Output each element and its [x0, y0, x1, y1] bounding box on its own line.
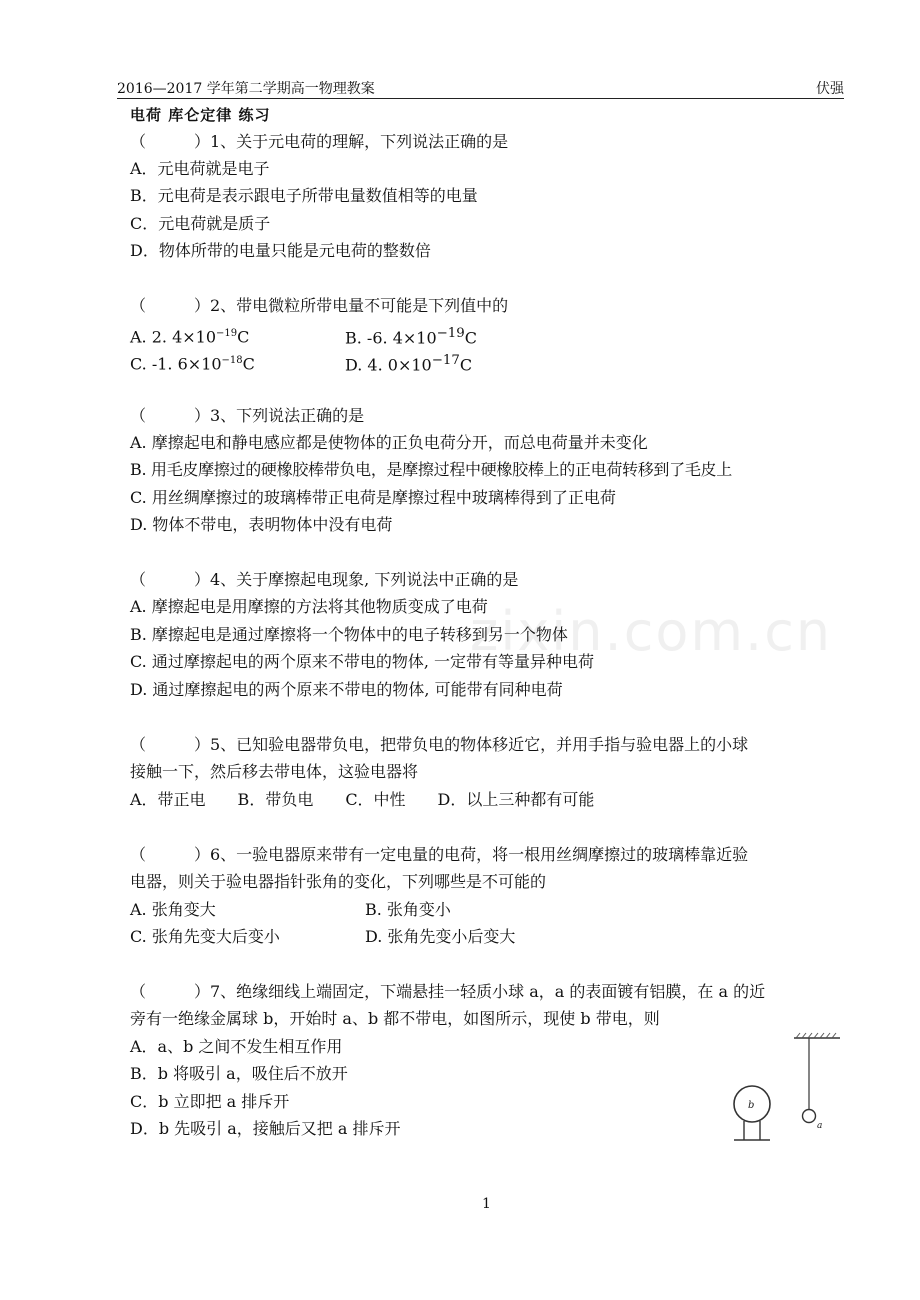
q4-option-c: C. 通过摩擦起电的两个原来不带电的物体, 一定带有等量异种电荷 — [130, 652, 595, 671]
q4-option-d: D. 通过摩擦起电的两个原来不带电的物体, 可能带有同种电荷 — [130, 680, 563, 699]
q6-option-c: C. 张角先变大后变小 — [130, 927, 280, 946]
q5-stem-line1: （ ）5、已知验电器带负电，把带负电的物体移近它，并用手指与验电器上的小球 — [130, 735, 749, 754]
page-number: 1 — [482, 1196, 491, 1212]
page-title: 电荷 库仑定律 练习 — [130, 106, 271, 124]
q7-option-a: A．a、b 之间不发生相互作用 — [130, 1037, 343, 1056]
q1-option-c: C．元电荷就是质子 — [130, 214, 271, 233]
q2-option-a: A. 2. $4\times 10^{-19}C$ — [130, 327, 250, 347]
q3-option-c: C. 用丝绸摩擦过的玻璃棒带正电荷是摩擦过程中玻璃棒得到了正电荷 — [130, 488, 616, 507]
q7-stem-line2: 旁有一绝缘金属球 b，开始时 a、b 都不带电，如图所示，现使 b 带电，则 — [130, 1009, 660, 1028]
label-a: a — [817, 1121, 823, 1131]
q5-options: A．带正电 B．带负电 C．中性 D．以上三种都有可能 — [130, 790, 595, 809]
q1-stem: （ ）1、关于元电荷的理解，下列说法正确的是 — [130, 132, 509, 151]
header-left: 2016—2017 学年第二学期高一物理教案 — [117, 81, 375, 97]
q2-option-b: B. -6. $4\times 10^{-19}C$ — [345, 326, 478, 348]
q7-stem-line1: （ ）7、绝缘细线上端固定，下端悬挂一轻质小球 a，a 的表面镀有铝膜，在 a 的近 — [130, 982, 766, 1001]
q1-option-b: B．元电荷是表示跟电子所带电量数值相等的电量 — [130, 186, 478, 205]
q3-option-a: A. 摩擦起电和静电感应都是使物体的正负电荷分开，而总电荷量并未变化 — [130, 433, 648, 452]
q6-option-d: D. 张角先变小后变大 — [365, 927, 516, 946]
q6-option-a: A. 张角变大 — [130, 900, 216, 919]
q2-stem: （ ）2、带电微粒所带电量不可能是下列值中的 — [130, 296, 509, 315]
q4-option-b: B. 摩擦起电是通过摩擦将一个物体中的电子转移到另一个物体 — [130, 625, 568, 644]
q6-option-b: B. 张角变小 — [365, 900, 451, 919]
q4-option-a: A. 摩擦起电是用摩擦的方法将其他物质变成了电荷 — [130, 597, 488, 616]
q7-option-d: D．b 先吸引 a，接触后又把 a 排斥开 — [130, 1119, 401, 1138]
q7-option-b: B．b 将吸引 a，吸住后不放开 — [130, 1064, 348, 1083]
q7-figure — [722, 1032, 844, 1146]
ball-a — [803, 1110, 816, 1123]
q5-stem-line2: 接触一下，然后移去带电体，这验电器将 — [130, 762, 419, 781]
q3-stem: （ ）3、下列说法正确的是 — [130, 406, 365, 425]
q7-option-c: C．b 立即把 a 排斥开 — [130, 1092, 290, 1111]
q3-option-d: D. 物体不带电，表明物体中没有电荷 — [130, 515, 393, 534]
q1-option-a: A．元电荷就是电子 — [130, 159, 270, 178]
header-right: 伏强 — [816, 81, 844, 97]
q2-option-d: D. 4. $0\times 10^{-17}C$ — [345, 353, 473, 375]
page-header — [117, 76, 844, 99]
watermark: zixin.com.cn — [470, 600, 833, 663]
q6-stem-line2: 电器，则关于验电器指针张角的变化，下列哪些是不可能的 — [130, 872, 547, 891]
q3-option-b: B. 用毛皮摩擦过的硬橡胶棒带负电，是摩擦过程中硬橡胶棒上的正电荷转移到了毛皮上 — [130, 460, 732, 479]
label-b: b — [748, 1100, 755, 1111]
q6-stem-line1: （ ）6、一验电器原来带有一定电量的电荷，将一根用丝绸摩擦过的玻璃棒靠近验 — [130, 845, 749, 864]
q1-option-d: D．物体所带的电量只能是元电荷的整数倍 — [130, 241, 431, 260]
q4-stem: （ ）4、关于摩擦起电现象, 下列说法中正确的是 — [130, 570, 519, 589]
q2-option-c: C. -1. $6\times 10^{-18}C$ — [130, 354, 255, 374]
